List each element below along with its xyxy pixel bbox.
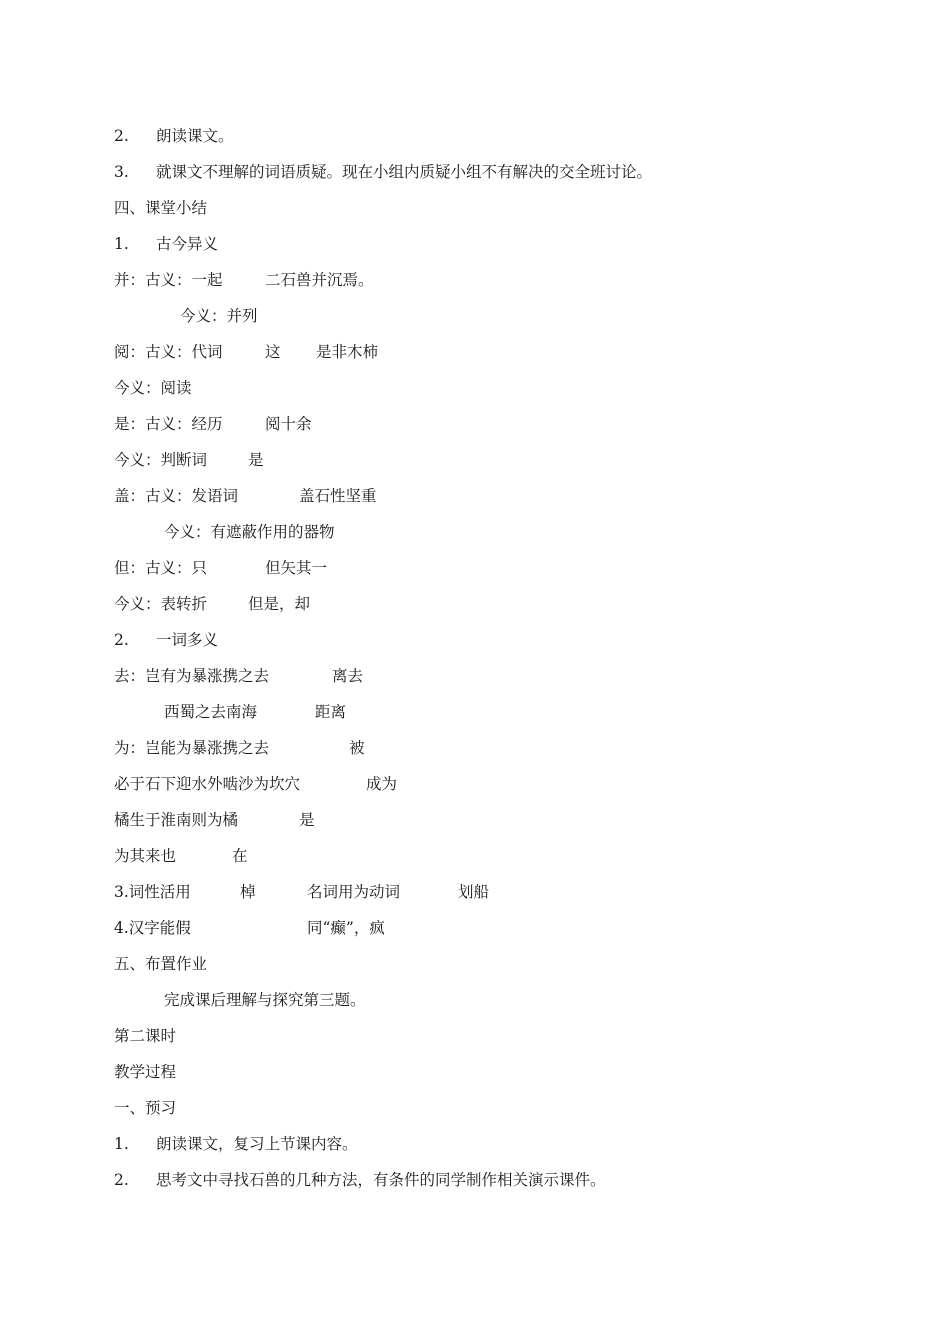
line-text: 一词多义 <box>156 631 219 649</box>
line-text: 3.词性活用 <box>114 883 191 901</box>
text-line <box>114 520 335 544</box>
list-number: 1. <box>114 235 129 253</box>
list-number: 2. <box>114 1171 129 1189</box>
list-number: 1. <box>114 1135 129 1153</box>
section-heading <box>114 952 208 976</box>
text-line <box>114 484 377 508</box>
text-line <box>114 736 365 760</box>
example-text: 西蜀之去南海 <box>164 703 258 721</box>
text-line <box>114 1168 606 1192</box>
term-definition: 为：岂能为暴涨携之去 <box>114 739 270 757</box>
section-heading <box>114 1060 177 1084</box>
term-definition: 去：岂有为暴涨携之去 <box>114 667 270 685</box>
example-text: 阅十余 <box>265 415 312 433</box>
example-text: 二石兽并沉焉。 <box>265 271 374 289</box>
meaning-text: 是 <box>299 811 315 829</box>
text-line <box>114 880 490 904</box>
line-text: 4.汉字能假 <box>114 919 191 937</box>
meaning-text: 成为 <box>366 775 398 793</box>
example-text: 是非木柿 <box>316 343 379 361</box>
text-line <box>114 772 398 796</box>
text-line <box>114 700 347 724</box>
meaning-text: 被 <box>349 739 365 757</box>
heading-text: 第二课时 <box>114 1027 177 1045</box>
text-line <box>114 304 258 328</box>
term-definition: 今义：并列 <box>180 307 258 325</box>
text-line <box>114 916 385 940</box>
line-text: 思考文中寻找石兽的几种方法，有条件的同学制作相关演示课件。 <box>156 1171 606 1189</box>
line-text: 朗读课文。 <box>156 127 234 145</box>
example-text: 橘生于淮南则为橘 <box>114 811 239 829</box>
text-line <box>114 988 366 1012</box>
list-number: 2. <box>114 631 129 649</box>
list-number: 2. <box>114 127 129 145</box>
example-text: 盖石性坚重 <box>299 487 377 505</box>
text-line <box>114 124 234 148</box>
text-line <box>114 412 312 436</box>
meaning-text: 离去 <box>332 667 364 685</box>
line-text: 就课文不理解的词语质疑。现在小组内质疑小组不有解决的交全班讨论。 <box>156 163 653 181</box>
example-text: 必于石下迎水外啮沙为坎穴 <box>114 775 301 793</box>
term-definition: 但：古义：只 <box>114 559 208 577</box>
term-definition: 今义：判断词 <box>114 451 208 469</box>
text-line <box>114 808 315 832</box>
example-word: 是 <box>248 451 264 469</box>
example-word: 棹 <box>240 883 256 901</box>
text-line <box>114 628 219 652</box>
text-line <box>114 592 311 616</box>
text-line <box>114 556 328 580</box>
text-line <box>114 1132 358 1156</box>
term-definition: 是：古义：经历 <box>114 415 223 433</box>
text-line <box>114 160 653 184</box>
meaning-text: 同“癫”，疯 <box>307 919 385 937</box>
section-heading <box>114 196 208 220</box>
example-text: 但矢其一 <box>265 559 328 577</box>
section-heading <box>114 1096 177 1120</box>
line-text: 古今异义 <box>156 235 219 253</box>
heading-text: 一、预习 <box>114 1099 177 1117</box>
term-definition: 盖：古义：发语词 <box>114 487 239 505</box>
heading-text: 教学过程 <box>114 1063 177 1081</box>
line-text: 朗读课文，复习上节课内容。 <box>156 1135 358 1153</box>
meaning-text: 在 <box>232 847 248 865</box>
list-number: 3. <box>114 163 129 181</box>
term-definition: 并：古义：一起 <box>114 271 223 289</box>
heading-text: 四、课堂小结 <box>114 199 208 217</box>
term-definition: 今义：有遮蔽作用的器物 <box>164 523 335 541</box>
heading-text: 五、布置作业 <box>114 955 208 973</box>
text-line <box>114 376 192 400</box>
text-line <box>114 664 364 688</box>
text-line <box>114 340 379 364</box>
section-heading <box>114 1024 177 1048</box>
example-text: 但是，却 <box>248 595 311 613</box>
meaning-text: 距离 <box>315 703 347 721</box>
term-definition: 今义：阅读 <box>114 379 192 397</box>
meaning-text: 划船 <box>458 883 490 901</box>
example-word: 这 <box>265 343 281 361</box>
meaning-text: 名词用为动词 <box>307 883 401 901</box>
text-line <box>114 844 248 868</box>
text-line <box>114 232 219 256</box>
term-definition: 今义：表转折 <box>114 595 208 613</box>
line-text: 完成课后理解与探究第三题。 <box>164 991 366 1009</box>
text-line <box>114 448 264 472</box>
term-definition: 阅：古义：代词 <box>114 343 223 361</box>
example-text: 为其来也 <box>114 847 177 865</box>
text-line <box>114 268 374 292</box>
